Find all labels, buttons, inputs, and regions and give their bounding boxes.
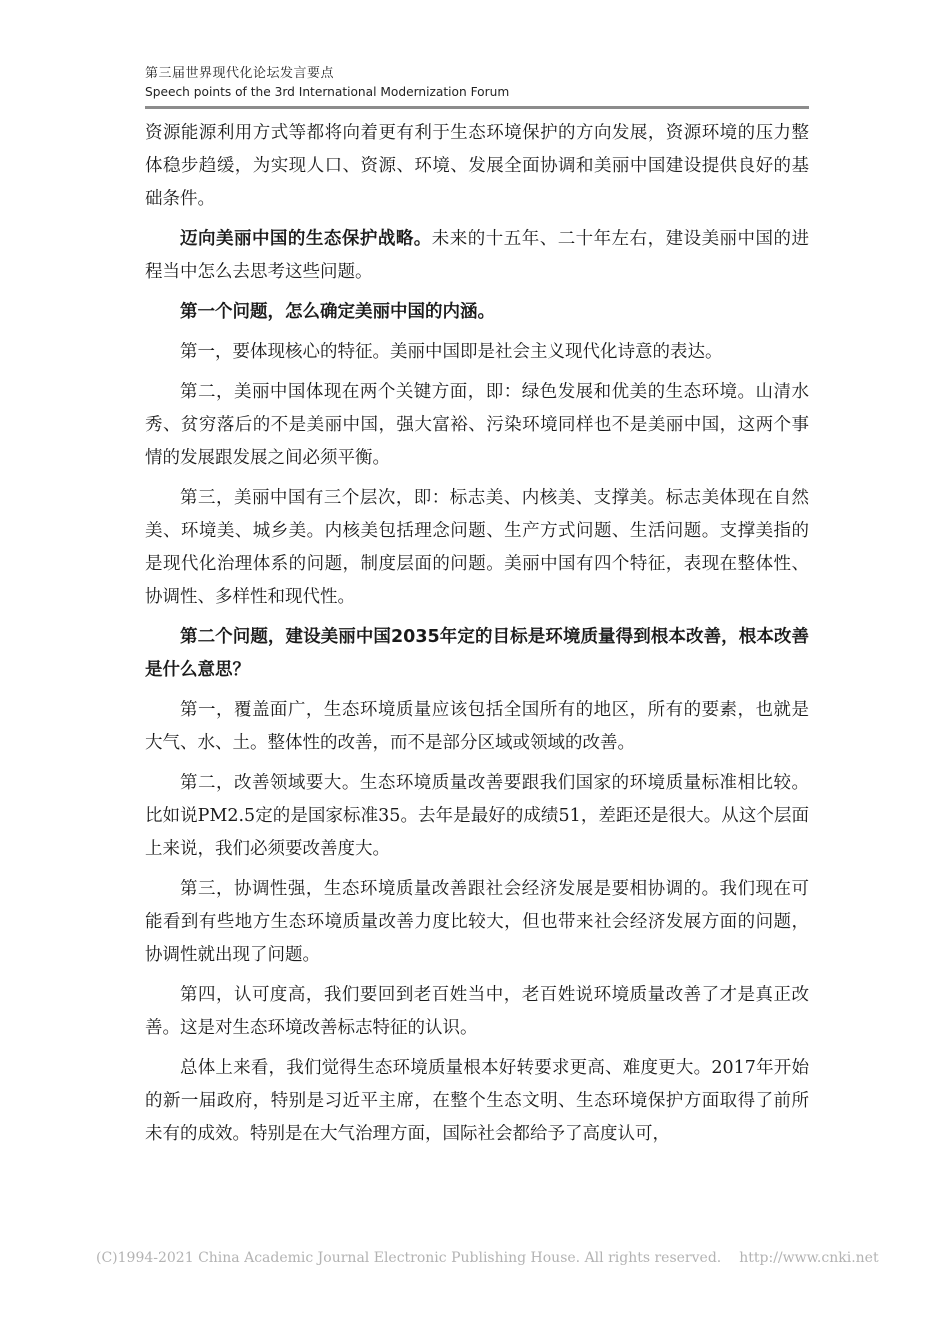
paragraph xyxy=(145,873,809,972)
paragraph-text: 第一，覆盖面广，生态环境质量应该包括全国所有的地区，所有的要素，也就是大气、水、土。整体性的改善，而不是部分区域或领域的改善。 xyxy=(145,700,809,753)
section-heading: 第二个问题，建设美丽中国2035年定的目标是环境质量得到根本改善，根本改善是什么意思？ xyxy=(145,627,809,680)
paragraph xyxy=(145,223,809,289)
paragraph-text: 第三，协调性强，生态环境质量改善跟社会经济发展是要相协调的。我们现在可能看到有些地方生态环境质量改善力度比较大，但也带来社会经济发展方面的问题，协调性就出现了问题。 xyxy=(145,879,809,965)
paragraph-text: 第一，要体现核心的特征。美丽中国即是社会主义现代化诗意的表达。 xyxy=(180,342,723,362)
paragraph xyxy=(145,979,809,1045)
paragraph-text: 第四，认可度高，我们要回到老百姓当中，老百姓说环境质量改善了才是真正改善。这是对生态环境改善标志特征的认识。 xyxy=(145,985,809,1038)
paragraph-text: 资源能源利用方式等都将向着更有利于生态环境保护的方向发展，资源环境的压力整体稳步趋缓，为实现人口、资源、环境、发展全面协调和美丽中国建设提供良好的基础条件。 xyxy=(145,123,809,209)
paragraph-text: 总体上来看，我们觉得生态环境质量根本好转要求更高、难度更大。2017年开始的新一届政府，特别是习近平主席，在整个生态文明、生态环境保护方面取得了前所未有的成效。特别是在大气治理方面，国际社会都给予了高度认可， xyxy=(145,1058,809,1144)
article-body xyxy=(145,117,809,1158)
copyright-footer xyxy=(96,1248,879,1268)
paragraph-text: 第二，美丽中国体现在两个关键方面，即：绿色发展和优美的生态环境。山清水秀、贫穷落后的不是美丽中国，强大富裕、污染环境同样也不是美丽中国，这两个事情的发展跟发展之间必须平衡。 xyxy=(145,382,809,468)
header-divider xyxy=(145,106,809,109)
running-header xyxy=(145,66,809,100)
section-heading: 第一个问题，怎么确定美丽中国的内涵。 xyxy=(180,302,495,322)
paragraph xyxy=(145,117,809,216)
header-title-cn: 第三届世界现代化论坛发言要点 xyxy=(145,66,335,81)
paragraph-lead: 迈向美丽中国的生态保护战略。 xyxy=(180,229,432,249)
paragraph xyxy=(145,694,809,760)
header-title-en: Speech points of the 3rd International Modernization Forum xyxy=(145,85,510,99)
copyright-text: (C)1994-2021 China Academic Journal Electronic Publishing House. All rights reserved. xyxy=(96,1250,722,1266)
footer-url: http://www.cnki.net xyxy=(739,1250,879,1266)
paragraph xyxy=(145,376,809,475)
paragraph xyxy=(145,767,809,866)
paragraph xyxy=(145,482,809,614)
paragraph-text: 第三，美丽中国有三个层次，即：标志美、内核美、支撑美。标志美体现在自然美、环境美、城乡美。内核美包括理念问题、生产方式问题、生活问题。支撑美指的是现代化治理体系的问题，制度层面的问题。美丽中国有四个特征，表现在整体性、协调性、多样性和现代性。 xyxy=(145,488,809,607)
paragraph xyxy=(145,1052,809,1151)
paragraph xyxy=(145,336,809,369)
paragraph-text: 未来的十五年、二十年左右，建设美丽中国的进程当中怎么去思考这些问题。 xyxy=(145,229,810,282)
paragraph-text: 第二，改善领域要大。生态环境质量改善要跟我们国家的环境质量标准相比较。比如说PM2.5定的是国家标准35。去年是最好的成绩51，差距还是很大。从这个层面上来说，我们必须要改善度大。 xyxy=(145,773,809,859)
